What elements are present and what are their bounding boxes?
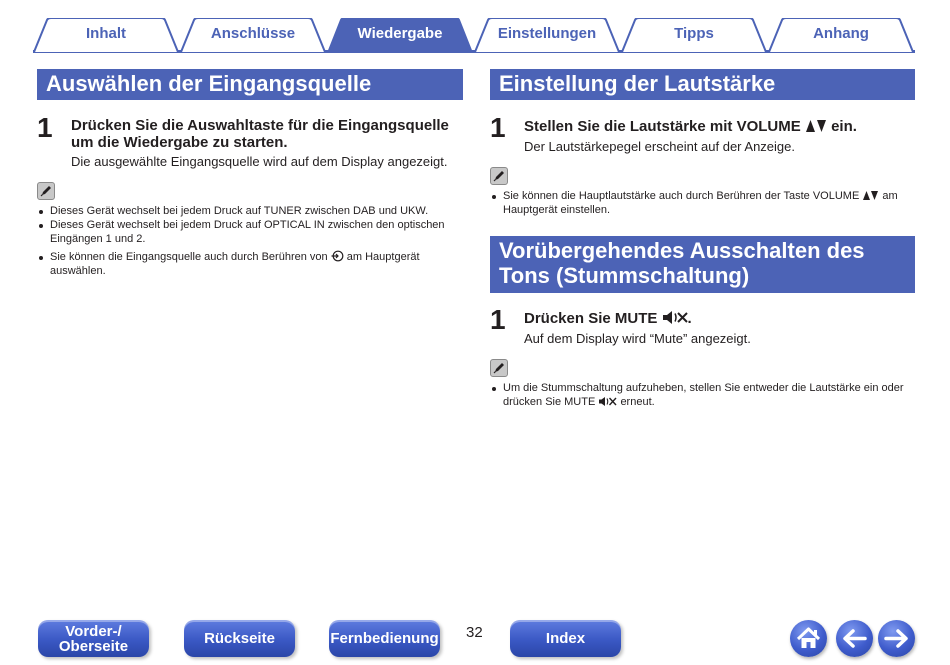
home-button[interactable] [790,620,827,657]
step-description: Die ausgewählte Eingangsquelle wird auf dem Display angezeigt. [71,154,448,169]
section-heading-mute: Vorübergehendes Ausschalten des Tons (Stummschaltung) [490,236,915,293]
arrow-left-icon [836,620,873,657]
back-button[interactable] [836,620,873,657]
input-source-icon [331,250,344,262]
tab-wiedergabe[interactable]: Wiedergabe [327,18,473,53]
note-pencil-icon [490,167,508,185]
note-item: Dieses Gerät wechselt bei jedem Druck auf TUNER zwischen DAB und UKW. [37,204,463,218]
mute-icon [598,396,617,407]
remote-control-button[interactable]: Fernbedienung [329,620,440,657]
section-heading-volume: Einstellung der Lautstärke [490,69,915,100]
step-title: Stellen Sie die Lautstärke mit VOLUME ein. [524,118,857,135]
note-item: Um die Stummschaltung aufzuheben, stellen Sie entweder die Lautstärke ein oder drücken Sie MUTE erneut. [490,381,915,409]
step-title: Drücken Sie MUTE . [524,310,692,327]
step-description: Der Lautstärkepegel erscheint auf der Anzeige. [524,139,796,154]
step-number: 1 [37,112,53,143]
step-number: 1 [490,112,506,143]
arrow-right-icon [878,620,915,657]
note-pencil-icon [490,359,508,377]
home-icon [790,620,827,657]
volume-up-down-icon [862,190,879,201]
top-tab-bar [33,18,915,53]
volume-up-down-icon [805,119,827,133]
tab-einstellungen[interactable]: Einstellungen [474,18,620,53]
forward-button[interactable] [878,620,915,657]
step-title: Drücken Sie die Auswahltaste für die Eingangsquelle um die Wiedergabe zu starten. [71,117,449,151]
note-item: Sie können die Eingangsquelle auch durch Berühren von am Hauptgerät auswählen. [37,250,463,278]
notes-list [37,204,463,278]
rear-panel-button[interactable]: Rückseite [184,620,295,657]
tab-inhalt[interactable]: Inhalt [33,18,179,53]
section-heading-input-source: Auswählen der Eingangsquelle [37,69,463,100]
note-pencil-icon [37,182,55,200]
mute-icon [662,310,688,325]
index-button[interactable]: Index [510,620,621,657]
note-item: Sie können die Hauptlautstärke auch durch Berühren der Taste VOLUME am Hauptgerät einstellen. [490,189,915,217]
page-number: 32 [466,624,483,641]
note-item: Dieses Gerät wechselt bei jedem Druck auf OPTICAL IN zwischen den optischen Eingängen 1 und 2. [37,218,463,246]
tab-tipps[interactable]: Tipps [621,18,767,53]
tab-anhang[interactable]: Anhang [768,18,914,53]
front-rear-panel-button[interactable]: Vorder-/ Oberseite [38,620,149,657]
notes-list [490,381,915,409]
step-number: 1 [490,304,506,335]
step-description: Auf dem Display wird “Mute” angezeigt. [524,331,751,346]
tab-anschluesse[interactable]: Anschlüsse [180,18,326,53]
notes-list [490,189,915,217]
